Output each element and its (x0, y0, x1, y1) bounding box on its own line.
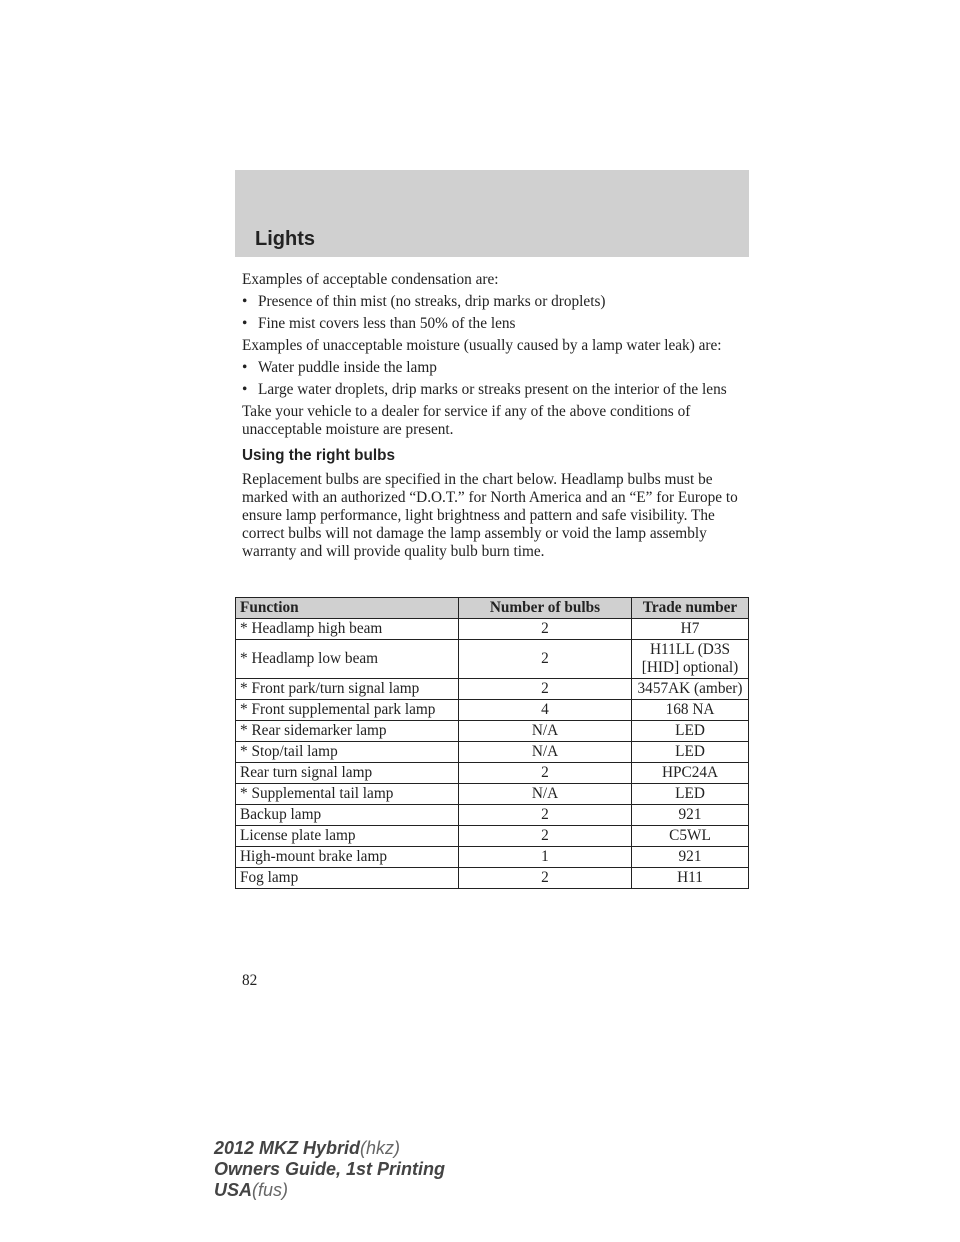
bulbs-heading: Using the right bulbs (242, 447, 395, 464)
table-row: Rear turn signal lamp 2 HPC24A (236, 763, 749, 784)
header-number-of-bulbs: Number of bulbs (459, 598, 632, 619)
table-row: * Front supplemental park lamp 4 168 NA (236, 700, 749, 721)
section-header-band (235, 170, 749, 257)
table-row: * Supplemental tail lamp N/A LED (236, 784, 749, 805)
table-row: * Front park/turn signal lamp 2 3457AK (amber) (236, 679, 749, 700)
list-item: • Presence of thin mist (no streaks, drip marks or droplets) (242, 293, 606, 310)
bullet-icon: • (242, 381, 248, 398)
footer-model-code: (hkz) (360, 1138, 401, 1158)
unacceptable-heading: Examples of unacceptable moisture (usually caused by a lamp water leak) are: (242, 337, 722, 354)
table-header-row (236, 598, 749, 619)
table-row: High-mount brake lamp 1 921 (236, 847, 749, 868)
bullet-icon: • (242, 315, 248, 332)
footer-line-guide (214, 1159, 445, 1180)
page-number: 82 (242, 972, 258, 989)
acceptable-heading: Examples of acceptable condensation are: (242, 271, 499, 288)
table-row: * Headlamp high beam 2 H7 (236, 619, 749, 640)
table-row: * Rear sidemarker lamp N/A LED (236, 721, 749, 742)
table-row: * Stop/tail lamp N/A LED (236, 742, 749, 763)
footer-guide: Owners Guide, 1st Printing (214, 1159, 446, 1179)
footer-market-code: (fus) (252, 1180, 289, 1200)
footer-line-market (214, 1180, 445, 1201)
header-trade-number: Trade number (632, 598, 749, 619)
footer-imprint (214, 1138, 445, 1201)
table-row: License plate lamp 2 C5WL (236, 826, 749, 847)
footer-model: 2012 MKZ Hybrid (214, 1138, 361, 1158)
list-item: • Fine mist covers less than 50% of the lens (242, 315, 516, 332)
table-row: Fog lamp 2 H11 (236, 868, 749, 889)
table-row: * Headlamp low beam 2 H11LL (D3S [HID] optional) (236, 640, 749, 679)
footer-market: USA (214, 1180, 253, 1200)
bulbs-paragraph: Replacement bulbs are specified in the chart below. Headlamp bulbs must be marked with an authorized “D.O.T.” for North America and an “E” for Europe to ensure lamp performance, light brightness and pattern and safe visibility. The correct bulbs will not damage the lamp assembly or void the lamp assembly warranty and will provide quality bulb burn time. (242, 471, 738, 560)
bullet-icon: • (242, 359, 248, 376)
section-title: Lights (255, 228, 315, 250)
dealer-note: Take your vehicle to a dealer for service if any of the above conditions of unacceptable moisture are present. (242, 403, 691, 438)
body-content (242, 271, 748, 565)
bullet-icon: • (242, 293, 248, 310)
table-row: Backup lamp 2 921 (236, 805, 749, 826)
bulb-table (235, 597, 749, 889)
list-item: • Large water droplets, drip marks or streaks present on the interior of the lens (242, 381, 727, 398)
list-item: • Water puddle inside the lamp (242, 359, 437, 376)
header-function: Function (236, 598, 459, 619)
footer-line-model (214, 1138, 445, 1159)
